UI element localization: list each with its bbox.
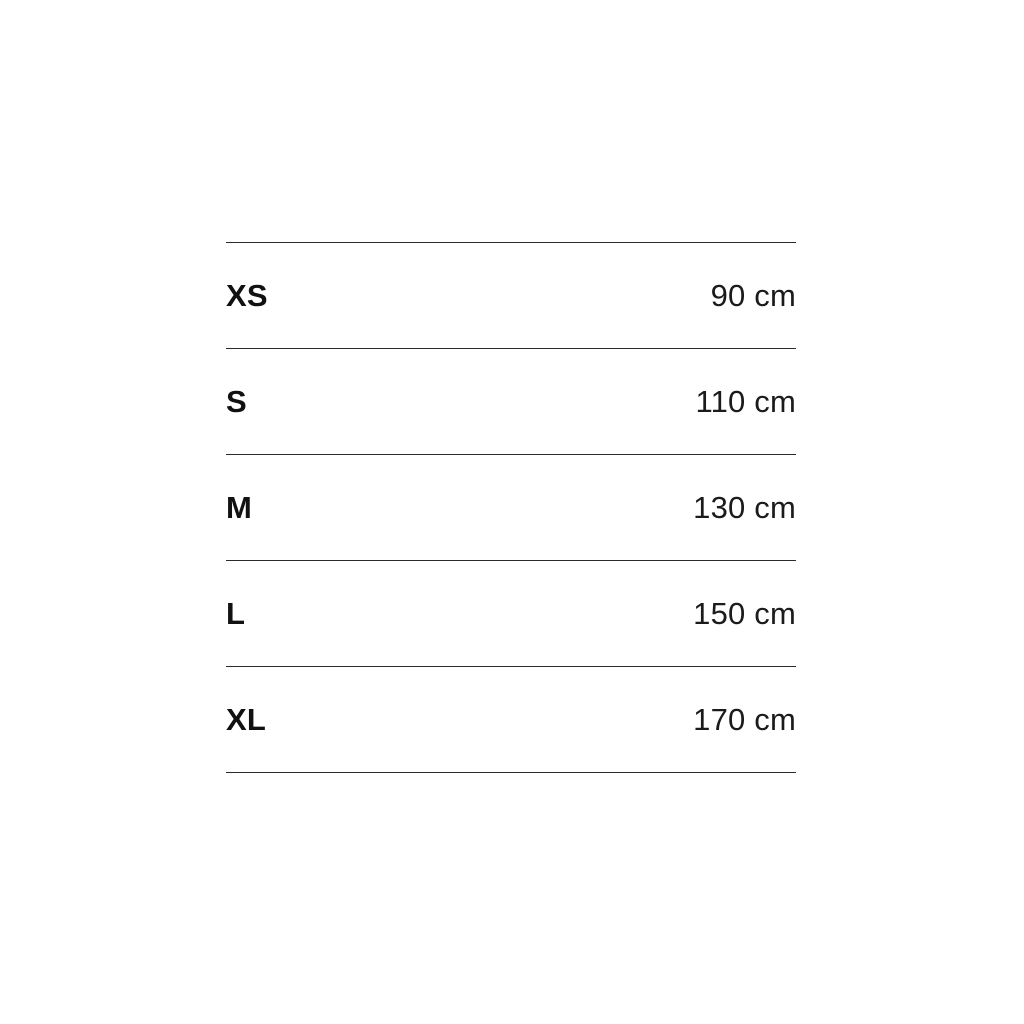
table-row xyxy=(226,243,796,349)
size-chart-table-body xyxy=(226,243,796,773)
measurement-value: 90 cm xyxy=(511,243,796,349)
measurement-value: 170 cm xyxy=(511,667,796,773)
size-label: XS xyxy=(226,243,511,349)
size-label: S xyxy=(226,349,511,455)
size-label: M xyxy=(226,455,511,561)
size-chart-table xyxy=(226,242,796,773)
size-label: L xyxy=(226,561,511,667)
table-row xyxy=(226,667,796,773)
table-row xyxy=(226,349,796,455)
measurement-value: 110 cm xyxy=(511,349,796,455)
measurement-value: 130 cm xyxy=(511,455,796,561)
size-label: XL xyxy=(226,667,511,773)
measurement-value: 150 cm xyxy=(511,561,796,667)
table-row xyxy=(226,561,796,667)
table-row xyxy=(226,455,796,561)
